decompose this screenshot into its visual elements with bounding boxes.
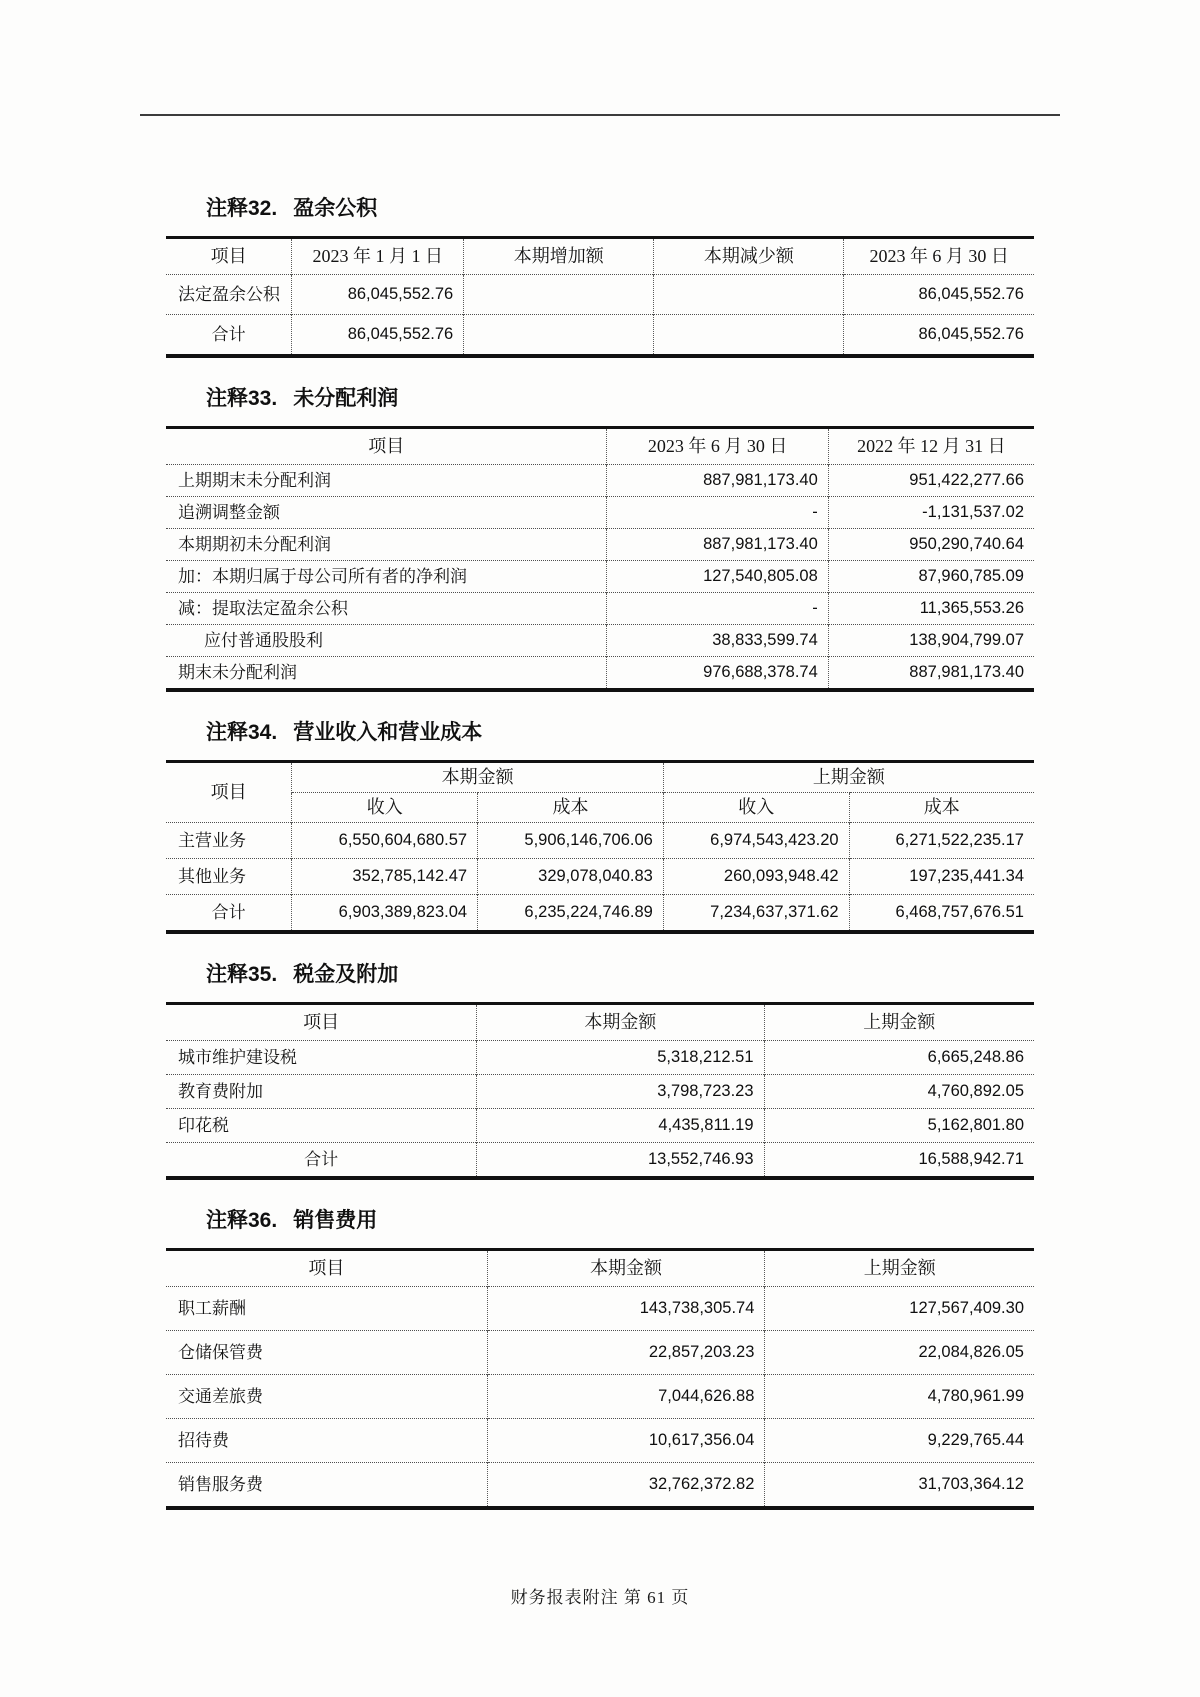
cell-value: 5,906,146,706.06: [478, 823, 664, 859]
cell-value: 22,857,203.23: [487, 1331, 765, 1375]
cell-value: 4,780,961.99: [765, 1375, 1034, 1419]
page-footer: 财务报表附注 第 61 页: [510, 1588, 690, 1607]
cell-value: [464, 315, 654, 357]
column-header: 项目: [368, 436, 405, 456]
cell-value: 352,785,142.47: [292, 859, 478, 895]
row-label: 上期期末未分配利润: [166, 465, 607, 497]
table-subheader-row: [166, 793, 1034, 823]
table-header-row: [166, 238, 1034, 275]
column-header: 项目: [210, 782, 247, 802]
cell-value: 86,045,552.76: [292, 315, 464, 357]
row-label: 合计: [166, 1143, 477, 1179]
undistributed-profit-table: [166, 426, 1034, 692]
row-label: 期末未分配利润: [166, 657, 607, 691]
row-label: 应付普通股股利: [166, 625, 607, 657]
column-header: 收入: [292, 793, 478, 823]
cell-value: [654, 275, 844, 315]
column-header: 本期金额: [487, 1250, 765, 1287]
table-row: [166, 497, 1034, 529]
row-label: 其他业务: [166, 859, 292, 895]
cell-value: 950,290,740.64: [828, 529, 1034, 561]
cell-value: 3,798,723.23: [477, 1075, 764, 1109]
cell-value: 31,703,364.12: [765, 1463, 1034, 1509]
table-row: [166, 1375, 1034, 1419]
cell-value: 138,904,799.07: [828, 625, 1034, 657]
section-title-note-32: [166, 196, 1034, 222]
table-row: [166, 465, 1034, 497]
note-number: 注释34.: [206, 721, 278, 744]
row-label: 教育费附加: [166, 1075, 477, 1109]
note-number: 注释33.: [206, 387, 278, 410]
column-header: 2022 年 12 月 31 日: [828, 428, 1034, 465]
cell-value: [464, 275, 654, 315]
row-label: 本期期初未分配利润: [166, 529, 607, 561]
column-header: 成本: [478, 793, 664, 823]
cell-value: 951,422,277.66: [828, 465, 1034, 497]
row-label: 仓储保管费: [166, 1331, 487, 1375]
cell-value: 6,550,604,680.57: [292, 823, 478, 859]
section-title-note-35: [166, 962, 1034, 988]
column-header: 项目: [210, 246, 247, 266]
column-header: 成本: [849, 793, 1034, 823]
cell-value: 86,045,552.76: [292, 275, 464, 315]
table-row: [166, 1331, 1034, 1375]
table-row: [166, 561, 1034, 593]
cell-value: 6,468,757,676.51: [849, 895, 1034, 933]
cell-value: 329,078,040.83: [478, 859, 664, 895]
row-label: 追溯调整金额: [166, 497, 607, 529]
cell-value: 127,567,409.30: [765, 1287, 1034, 1331]
row-label: 主营业务: [166, 823, 292, 859]
cell-value: 143,738,305.74: [487, 1287, 765, 1331]
cell-value: 6,974,543,423.20: [663, 823, 849, 859]
cell-value: 7,234,637,371.62: [663, 895, 849, 933]
table-row: [166, 823, 1034, 859]
table-total-row: [166, 895, 1034, 933]
section-title-note-36: [166, 1208, 1034, 1234]
table-row: [166, 1041, 1034, 1075]
table-total-row: [166, 1143, 1034, 1179]
cell-value: 6,665,248.86: [764, 1041, 1034, 1075]
cell-value: 4,435,811.19: [477, 1109, 764, 1143]
cell-value: 22,084,826.05: [765, 1331, 1034, 1375]
row-label: 销售服务费: [166, 1463, 487, 1509]
note-number: 注释36.: [206, 1209, 278, 1232]
table-row: [166, 1419, 1034, 1463]
table-header-row: [166, 1004, 1034, 1041]
cell-value: 976,688,378.74: [607, 657, 828, 691]
note-name: 销售费用: [293, 1209, 378, 1232]
cell-value: -: [607, 497, 828, 529]
cell-value: 5,162,801.80: [764, 1109, 1034, 1143]
cell-value: -: [607, 593, 828, 625]
table-row: [166, 529, 1034, 561]
section-title-note-34: [166, 720, 1034, 746]
cell-value: 13,552,746.93: [477, 1143, 764, 1179]
cell-value: 260,093,948.42: [663, 859, 849, 895]
column-header: 2023 年 6 月 30 日: [607, 428, 828, 465]
table-header-row: [166, 428, 1034, 465]
taxes-surcharges-table: [166, 1002, 1034, 1180]
cell-value: 887,981,173.40: [607, 529, 828, 561]
table-row: [166, 625, 1034, 657]
cell-value: 86,045,552.76: [844, 275, 1034, 315]
column-header: 上期金额: [765, 1250, 1034, 1287]
row-label: 交通差旅费: [166, 1375, 487, 1419]
cell-value: 32,762,372.82: [487, 1463, 765, 1509]
note-name: 营业收入和营业成本: [293, 721, 483, 744]
section-title-note-33: [166, 386, 1034, 412]
column-header: 项目: [303, 1012, 340, 1032]
cell-value: 887,981,173.40: [828, 657, 1034, 691]
column-header: 收入: [663, 793, 849, 823]
row-label: 城市维护建设税: [166, 1041, 477, 1075]
cell-value: 4,760,892.05: [764, 1075, 1034, 1109]
column-header: 2023 年 1 月 1 日: [292, 238, 464, 275]
cell-value: 11,365,553.26: [828, 593, 1034, 625]
column-header: 上期金额: [764, 1004, 1034, 1041]
row-label: 合计: [166, 315, 292, 357]
row-label: 职工薪酬: [166, 1287, 487, 1331]
table-row: [166, 275, 1034, 315]
row-label: 法定盈余公积: [166, 275, 292, 315]
column-header: 项目: [308, 1258, 345, 1278]
selling-expenses-table: [166, 1248, 1034, 1510]
column-header: 本期减少额: [654, 238, 844, 275]
cell-value: 887,981,173.40: [607, 465, 828, 497]
revenue-cost-table: [166, 760, 1034, 934]
cell-value: 197,235,441.34: [849, 859, 1034, 895]
cell-value: 6,903,389,823.04: [292, 895, 478, 933]
note-number: 注释32.: [206, 197, 278, 220]
cell-value: [654, 315, 844, 357]
cell-value: 9,229,765.44: [765, 1419, 1034, 1463]
column-header: 本期金额: [477, 1004, 764, 1041]
surplus-reserve-table: [166, 236, 1034, 358]
table-row: [166, 859, 1034, 895]
cell-value: 87,960,785.09: [828, 561, 1034, 593]
cell-value: 86,045,552.76: [844, 315, 1034, 357]
cell-value: 38,833,599.74: [607, 625, 828, 657]
note-name: 未分配利润: [293, 387, 399, 410]
column-header: 本期增加额: [464, 238, 654, 275]
table-row: [166, 593, 1034, 625]
column-group-header: 上期金额: [663, 762, 1034, 793]
column-header: 2023 年 6 月 30 日: [844, 238, 1034, 275]
row-label: 印花税: [166, 1109, 477, 1143]
row-label: 减：提取法定盈余公积: [166, 593, 607, 625]
cell-value: 10,617,356.04: [487, 1419, 765, 1463]
cell-value: 16,588,942.71: [764, 1143, 1034, 1179]
cell-value: 5,318,212.51: [477, 1041, 764, 1075]
table-row: [166, 657, 1034, 691]
row-label: 加：本期归属于母公司所有者的净利润: [166, 561, 607, 593]
cell-value: 6,271,522,235.17: [849, 823, 1034, 859]
row-label: 合计: [166, 895, 292, 933]
table-header-row: [166, 762, 1034, 793]
table-row: [166, 1109, 1034, 1143]
row-label: 招待费: [166, 1419, 487, 1463]
table-row: [166, 1287, 1034, 1331]
note-number: 注释35.: [206, 963, 278, 986]
note-name: 盈余公积: [293, 197, 378, 220]
cell-value: 7,044,626.88: [487, 1375, 765, 1419]
column-group-header: 本期金额: [292, 762, 664, 793]
note-name: 税金及附加: [293, 963, 399, 986]
cell-value: 6,235,224,746.89: [478, 895, 664, 933]
cell-value: 127,540,805.08: [607, 561, 828, 593]
cell-value: -1,131,537.02: [828, 497, 1034, 529]
table-row: [166, 1075, 1034, 1109]
table-row: [166, 1463, 1034, 1509]
table-header-row: [166, 1250, 1034, 1287]
table-total-row: [166, 315, 1034, 357]
header-rule: [140, 114, 1060, 116]
